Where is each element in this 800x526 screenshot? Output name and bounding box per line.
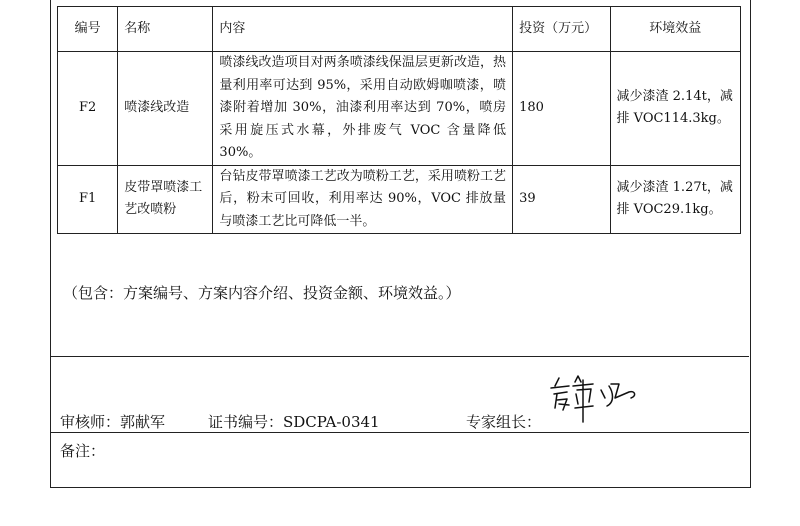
reviewer-label: 审核师：郭献军: [60, 413, 166, 431]
header-benefit: 环境效益: [610, 7, 740, 52]
handwritten-signature: [545, 372, 645, 430]
cell-id: F2: [58, 52, 118, 166]
cell-id: F1: [58, 165, 118, 234]
table-row: [58, 52, 741, 166]
cell-content: 喷漆线改造项目对两条喷漆线保温层更新改造，热量利用率可达到 95%，采用自动欧姆咖喷漆，喷漆附着增加 30%，油漆利用率达到 70%，喷房采用旋压式水幕，外排废气 VOC 含量降低 30%。: [213, 52, 513, 166]
cell-name: 皮带罩喷漆工艺改喷粉: [118, 165, 213, 234]
certificate-number: 证书编号：SDCPA-0341: [208, 413, 380, 431]
header-id: 编号: [58, 7, 118, 52]
cell-benefit: 减少漆渣 2.14t，减排 VOC114.3kg。: [610, 52, 740, 166]
cell-investment: 39: [513, 165, 610, 234]
remarks-label: 备注：: [60, 442, 106, 460]
header-name: 名称: [118, 7, 213, 52]
table-row: [58, 165, 741, 234]
cell-investment: 180: [513, 52, 610, 166]
header-content: 内容: [213, 7, 513, 52]
expert-leader-label: 专家组长：: [466, 413, 542, 431]
cell-benefit: 减少漆渣 1.27t，减排 VOC29.1kg。: [610, 165, 740, 234]
cell-name: 喷漆线改造: [118, 52, 213, 166]
section-divider: [51, 432, 749, 433]
section-divider: [51, 356, 749, 357]
table-header-row: [58, 7, 741, 52]
cell-content: 台钻皮带罩喷漆工艺改为喷粉工艺，采用喷粉工艺后，粉末可回收，利用率达 90%，VOC 排放量与喷漆工艺比可降低一半。: [213, 165, 513, 234]
header-investment: 投资（万元）: [513, 7, 610, 52]
scheme-table: [57, 6, 741, 234]
note-text: （包含：方案编号、方案内容介绍、投资金额、环境效益。）: [63, 284, 461, 302]
